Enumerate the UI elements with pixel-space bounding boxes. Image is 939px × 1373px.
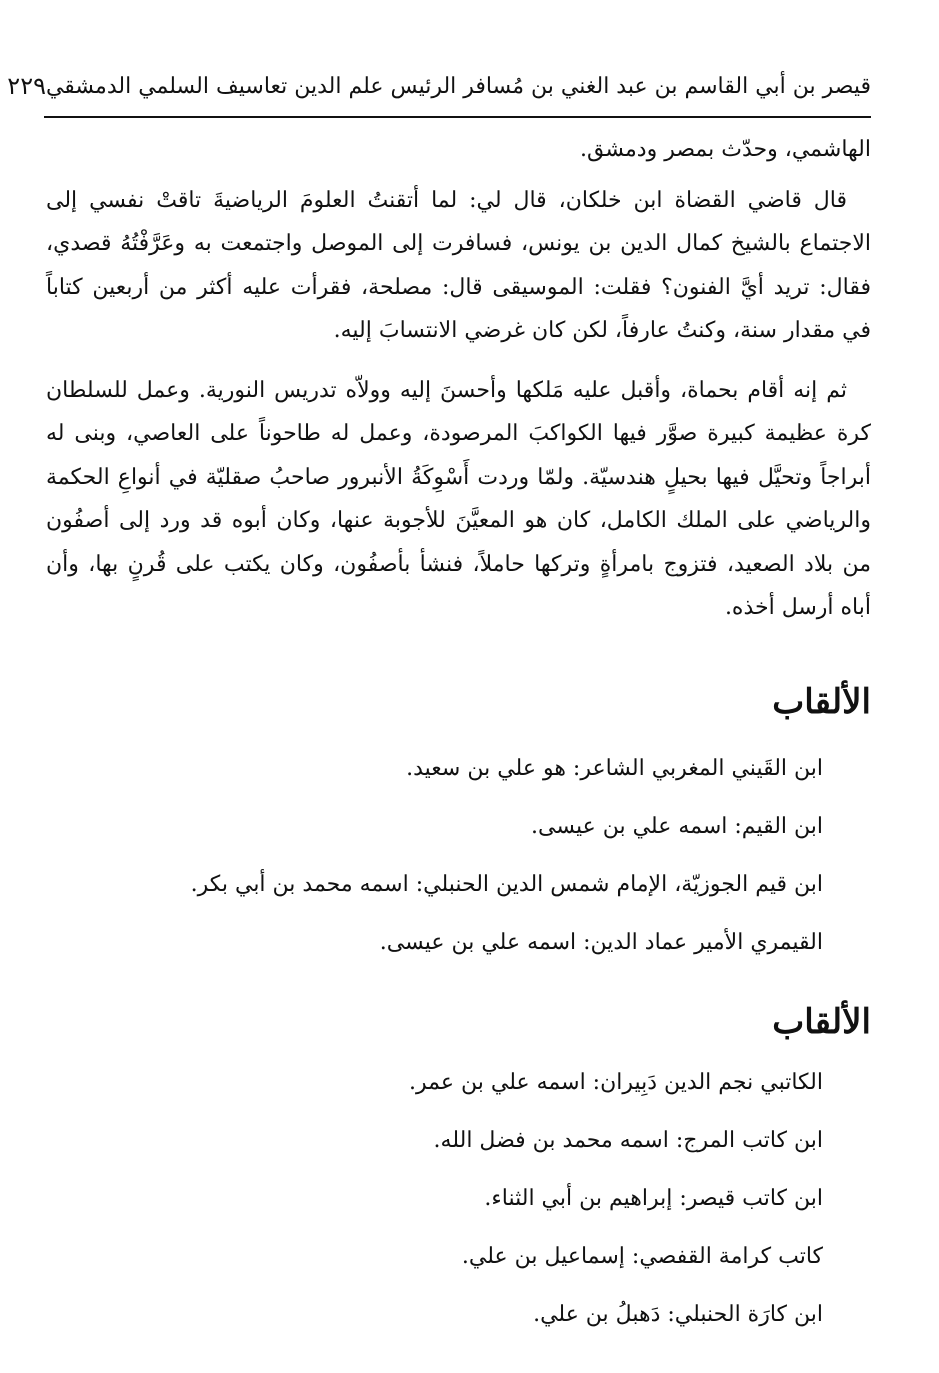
list-item: ابن قيم الجوزيّة، الإمام شمس الدين الحنبلي: اسمه محمد بن أبي بكر. xyxy=(190,871,823,897)
alqab-list-2 xyxy=(46,1054,871,1344)
page-body xyxy=(46,128,871,1344)
paragraph-ibn-khallikan: قال قاضي القضاة ابن خلكان، قال لي: لما أتقنتُ العلومَ الرياضيةَ تاقتْ نفسي إلى الاجتماع بالشيخ كمال الدين بن يونس، فسافرت إلى الموصل واجتمعت به وعَرَّفْتُهُ قصدي، فقال: تريد أيَّ الفنون؟ فقلت: الموسيقى قال: مصلحة، فقرأت عليه أكثر من أربعين كتاباً في مقدار سنة، وكنتُ عارفاً، لكن كان غرضي الانتسابَ إليه. xyxy=(46,187,871,343)
list-item: ابن كاتب المرج: اسمه محمد بن فضل الله. xyxy=(433,1127,823,1153)
running-header-title: قيصر بن أبي القاسم بن عبد الغني بن مُسافر الرئيس علم الدين تعاسيف السلمي الدمشقي xyxy=(45,73,871,99)
list-item: ابن كاتب قيصر: إبراهيم بن أبي الثناء. xyxy=(484,1185,823,1211)
header-rule xyxy=(44,116,871,118)
section-heading-alqab-2: الألقاب xyxy=(772,1001,871,1042)
running-header xyxy=(7,66,871,106)
list-item: ابن كارَة الحنبلي: دَهبلُ بن علي. xyxy=(533,1301,823,1327)
list-item: ابن القَيني المغربي الشاعر: هو علي بن سعيد. xyxy=(406,755,823,781)
paragraph-hama: ثم إنه أقام بحماة، وأقبل عليه مَلكها وأحسنَ إليه وولاّه تدريس النورية. وعمل للسلطان كرة عظيمة كبيرة صوَّر فيها الكواكبَ المرصودة، وعمل له طاحوناً على العاصي، وبنى له أبراجاً وتحيَّل فيها بحيلٍ هندسيّة. ولمّا وردت أَسْوِكَةُ الأنبرور صاحبُ صقليّة في أنواعِ الحكمة والرياضي على الملك الكامل، كان هو المعيَّنَ للأجوبة عنها، وكان أبوه قد ورد إلى أصفُون من بلاد الصعيد، فتزوج بامرأةٍ وتركها حاملاً، فنشأ بأصفُون، وكان يكتب على قُرنٍ بها، وأن أباه أرسل أخذه. xyxy=(46,377,871,620)
list-item: القيمري الأمير عماد الدين: اسمه علي بن عيسى. xyxy=(379,929,823,955)
paragraph-continuation: الهاشمي، وحدّث بمصر ودمشق. xyxy=(580,137,871,162)
page-number: ٢٢٩ xyxy=(7,72,46,100)
section-heading-alqab-1: الألقاب xyxy=(772,681,871,722)
list-item: كاتب كرامة القفصي: إسماعيل بن علي. xyxy=(461,1243,823,1269)
list-item: الكاتبي نجم الدين دَبِيران: اسمه علي بن عمر. xyxy=(409,1069,823,1095)
list-item: ابن القيم: اسمه علي بن عيسى. xyxy=(531,813,823,839)
alqab-list-1 xyxy=(46,740,871,972)
